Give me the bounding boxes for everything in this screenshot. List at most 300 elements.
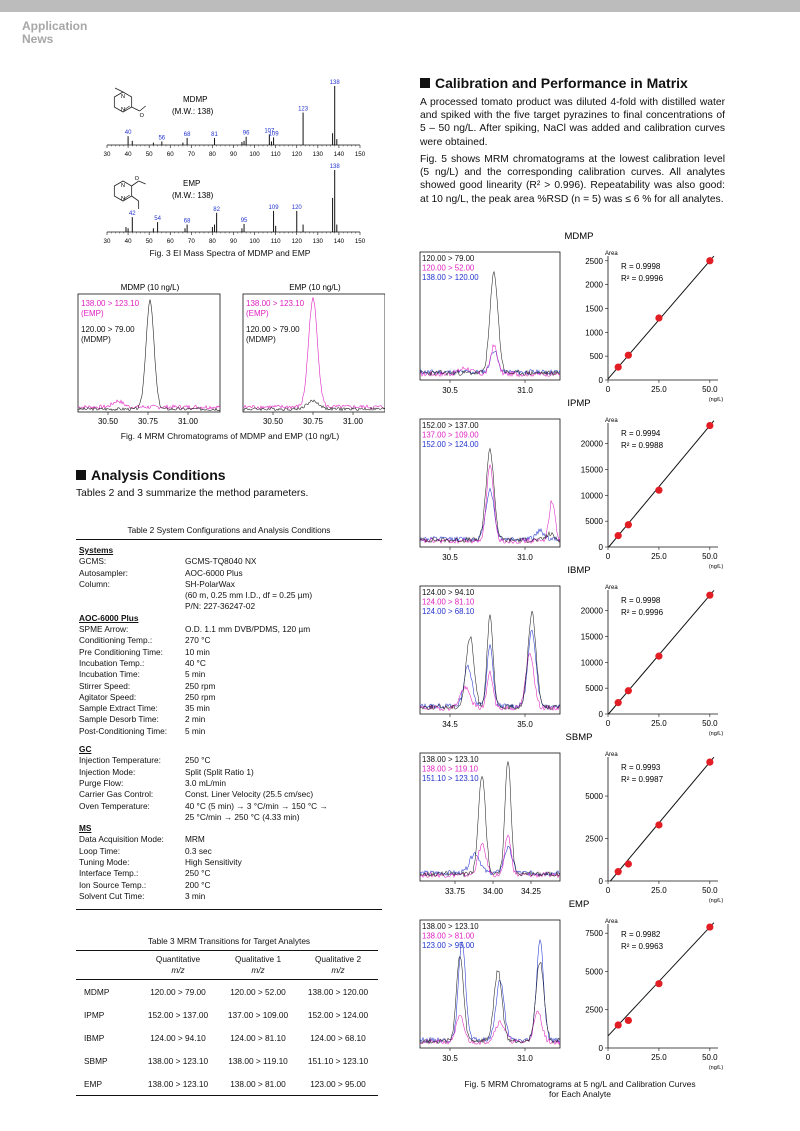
- header-unit: m/z: [331, 965, 345, 975]
- chromatogram: [420, 920, 560, 1063]
- black-trace-label: 120.00 > 79.00: [246, 325, 300, 334]
- transition-value: 152.00 > 124.00: [307, 1009, 369, 1020]
- analyte-name: IBMP: [567, 565, 591, 576]
- axis-tick-label: 10000: [580, 491, 603, 501]
- analyte-name: EMP: [568, 899, 590, 910]
- param-value: 40 °C: [185, 657, 206, 668]
- transition-value: 152.00 > 137.00: [147, 1009, 209, 1020]
- header-label: Quantitative: [155, 954, 201, 964]
- table-row: [79, 891, 328, 902]
- peak-label: 81: [211, 131, 218, 138]
- svg-text:N: N: [121, 183, 125, 189]
- param-value: MRM: [185, 834, 205, 845]
- calibration-point: [625, 521, 632, 528]
- table-row: [79, 601, 328, 612]
- emp-spectrum: [104, 164, 366, 245]
- axis-tick-label: 20000: [580, 606, 603, 616]
- mrm-chromatograms-mdmp-emp: [75, 280, 385, 430]
- axis-tick-label: 140: [333, 151, 345, 158]
- table-row: [79, 703, 328, 714]
- table-row: [79, 681, 328, 692]
- axis-tick-label: 0: [598, 543, 603, 552]
- peak-label: 68: [183, 131, 191, 138]
- analyte-name: IPMP: [84, 1009, 105, 1020]
- mrm-transitions-table: [76, 951, 378, 1095]
- param-value: 40 °C (5 min) → 3 °C/min → 150 °C →: [185, 800, 328, 811]
- transition-value: 138.00 > 81.00: [230, 1078, 286, 1089]
- param-value: 5 min: [185, 725, 206, 736]
- axis-tick-label: 25.0: [651, 886, 667, 895]
- analyte-panel-emp: [420, 899, 723, 1071]
- trace-label: 120.00 > 52.00: [422, 263, 475, 273]
- axis-tick-label: 80: [208, 238, 216, 245]
- regression-line: [608, 923, 714, 1036]
- calibration-point: [706, 758, 713, 765]
- black-trace-label: 120.00 > 79.00: [81, 325, 135, 334]
- param-label: Loop Time:: [79, 845, 121, 856]
- axis-tick-label: 31.00: [177, 417, 199, 426]
- calibration-point: [655, 314, 662, 321]
- param-label: Oven Temperature:: [79, 800, 150, 811]
- analysis-intro: Tables 2 and 3 summarize the method parameters.: [76, 488, 309, 499]
- peak-label: 138: [329, 164, 340, 170]
- table-row: [79, 568, 328, 579]
- calibration-point: [615, 1021, 622, 1028]
- analyte-name: SBMP: [84, 1055, 108, 1066]
- axis-tick-label: 5000: [585, 792, 603, 802]
- calibration-point: [655, 821, 662, 828]
- axis-tick-label: 34.5: [442, 720, 458, 729]
- peak-label: 120: [291, 204, 302, 211]
- pink-trace: [78, 400, 220, 409]
- transition-value: 137.00 > 109.00: [227, 1009, 289, 1020]
- calibration-point: [625, 1017, 632, 1024]
- trace-qual2: [420, 940, 560, 1043]
- unit-label: (ng/L): [708, 731, 724, 737]
- analyte-name: MDMP: [84, 986, 110, 997]
- calibration-point: [655, 487, 662, 494]
- axis-tick-label: 110: [270, 238, 281, 245]
- table-row: [79, 624, 328, 635]
- table-row: [79, 812, 328, 823]
- axis-tick-label: 70: [187, 151, 195, 158]
- axis-tick-label: 7500: [585, 929, 603, 939]
- r2-value: R² = 0.9988: [621, 441, 664, 450]
- table-row: [76, 1003, 378, 1026]
- transition-value: 120.00 > 52.00: [230, 986, 286, 997]
- pyrazine-structure-icon: [114, 176, 145, 209]
- peak-label: 40: [124, 130, 132, 137]
- section-heading: GC: [79, 744, 92, 755]
- calibration-point: [706, 592, 713, 599]
- param-label: GCMS:: [79, 556, 107, 567]
- trace-label: 124.00 > 68.10: [422, 607, 475, 616]
- axis-tick-label: 30: [103, 238, 111, 245]
- param-value: GCMS-TQ8040 NX: [185, 556, 257, 567]
- svg-text:O: O: [134, 176, 139, 182]
- mdmp-spectrum: [104, 80, 366, 158]
- trace-qual1: [420, 345, 560, 377]
- axis-tick-label: 0: [598, 1044, 603, 1053]
- calibration-curve: [581, 418, 724, 570]
- param-label: Pre Conditioning Time:: [79, 646, 163, 657]
- trace-qual1: [420, 465, 560, 544]
- axis-tick-label: 30.75: [137, 417, 159, 426]
- axis-tick-label: 120: [291, 151, 302, 158]
- axis-tick-label: 30.50: [262, 417, 284, 426]
- table-row: [79, 714, 328, 725]
- param-label: Solvent Cut Time:: [79, 890, 145, 901]
- param-value: SH-PolarWax: [185, 578, 235, 589]
- axis-tick-label: 150: [354, 151, 366, 158]
- table-row: [79, 755, 328, 766]
- table-row: [79, 823, 328, 834]
- axis-tick-label: 15000: [580, 632, 603, 642]
- param-value: 270 °C: [185, 635, 211, 646]
- trace-label: 120.00 > 79.00: [422, 254, 475, 263]
- trace-qual2: [420, 846, 560, 875]
- calibration-point: [625, 860, 632, 867]
- area-axis-label: Area: [605, 418, 618, 424]
- param-value: 200 °C: [185, 879, 211, 890]
- table-row: [79, 647, 328, 658]
- axis-tick-label: 70: [187, 238, 195, 245]
- param-label: Incubation Time:: [79, 669, 140, 680]
- table-row: [79, 556, 328, 567]
- area-axis-label: Area: [605, 919, 618, 925]
- trace-quant: [420, 956, 560, 1043]
- param-value: 250 °C: [185, 868, 211, 879]
- peak-label: 109: [268, 131, 279, 138]
- transition-value: 124.00 > 68.10: [310, 1032, 366, 1043]
- transition-value: 138.00 > 120.00: [307, 986, 369, 997]
- pink-trace-label: 138.00 > 123.10: [81, 299, 140, 308]
- transition-value: 138.00 > 123.10: [147, 1078, 209, 1089]
- calibration-curve: [581, 585, 724, 737]
- header-unit: m/z: [171, 965, 185, 975]
- calibration-point: [655, 980, 662, 987]
- area-axis-label: Area: [605, 251, 618, 257]
- param-value: 25 °C/min → 250 °C (4.33 min): [185, 811, 300, 822]
- table-row: [79, 868, 328, 879]
- axis-tick-label: 120: [291, 238, 302, 245]
- svg-text:O: O: [139, 113, 144, 119]
- param-label: Post-Conditioning Time:: [79, 725, 168, 736]
- svg-text:N: N: [121, 107, 125, 113]
- axis-tick-label: 33.75: [444, 887, 466, 896]
- table-row: [79, 846, 328, 857]
- param-value: 5 min: [185, 669, 206, 680]
- calibration-curve: [585, 251, 723, 403]
- param-label: [79, 601, 185, 612]
- axis-tick-label: 50: [145, 151, 153, 158]
- fig4-panel-mdmp: [78, 283, 220, 426]
- table-row: [79, 590, 328, 601]
- system-config-table: [79, 545, 328, 902]
- r-value: R = 0.9998: [621, 262, 661, 271]
- unit-label: (ng/L): [708, 564, 724, 570]
- transition-value: 120.00 > 79.00: [150, 986, 206, 997]
- axis-tick-label: 0: [605, 552, 611, 561]
- axis-tick-label: 5000: [585, 967, 603, 977]
- trace-label: 123.00 > 95.00: [422, 941, 475, 950]
- transition-value: 124.00 > 81.10: [230, 1032, 286, 1043]
- axis-tick-label: 0: [605, 886, 611, 895]
- table-row: [79, 767, 328, 778]
- trace-label: 124.00 > 81.10: [422, 597, 475, 607]
- axis-tick-label: 31.00: [342, 417, 364, 426]
- header-label: Qualitative 2: [314, 954, 362, 964]
- ei-mass-spectra: [95, 78, 380, 268]
- table-row: [79, 545, 328, 556]
- axis-tick-label: 0: [605, 1053, 611, 1062]
- regression-line: [609, 421, 714, 547]
- axis-tick-label: 31.0: [517, 1054, 533, 1063]
- section-heading: AOC-6000 Plus: [79, 612, 139, 623]
- table-row: [79, 737, 328, 744]
- axis-tick-label: 0: [605, 385, 611, 394]
- calibration-paragraph-1: A processed tomato product was diluted 4-fold with distilled water and spiked with the five target pyrazines to final concentrations of 5 – 50 ng/L. After spiking, NaCl was added and calibration curves were obtained.: [420, 97, 725, 148]
- analyte-name: EMP: [84, 1078, 102, 1089]
- param-label: Ion Source Temp.:: [79, 879, 147, 890]
- param-value: 35 min: [185, 703, 210, 714]
- axis-tick-label: 90: [230, 151, 237, 158]
- axis-tick-label: 50.0: [702, 886, 718, 895]
- peak-label: 82: [213, 206, 220, 213]
- axis-tick-label: 1000: [585, 328, 603, 338]
- axis-tick-label: 31.0: [517, 386, 533, 395]
- section-heading: Systems: [79, 545, 114, 555]
- param-value: 250 °C: [185, 755, 211, 766]
- param-value: 250 rpm: [185, 680, 216, 691]
- column-header: [138, 951, 218, 980]
- param-label: Stirrer Speed:: [79, 680, 131, 691]
- axis-tick-label: 0: [598, 710, 603, 719]
- fig5-caption: Fig. 5 MRM Chromatograms at 5 ng/L and Calibration Curves for Each Analyte: [464, 1079, 696, 1099]
- axis-tick-label: 50.0: [702, 385, 718, 394]
- spacer: [79, 737, 328, 744]
- axis-tick-label: 100: [249, 238, 260, 245]
- trace-label: 137.00 > 109.00: [422, 430, 479, 440]
- param-value: 0.3 sec: [185, 845, 212, 856]
- param-value: 3 min: [185, 890, 206, 901]
- trace-label: 138.00 > 123.10: [422, 755, 479, 764]
- svg-text:N: N: [121, 196, 125, 202]
- table-row: [76, 1072, 378, 1095]
- axis-tick-label: 50: [145, 238, 153, 245]
- unit-label: (ng/L): [708, 898, 724, 904]
- axis-tick-label: 34.00: [482, 887, 504, 896]
- calibration-point: [655, 653, 662, 660]
- table-row: [79, 635, 328, 646]
- chromatogram: [420, 586, 560, 729]
- param-value: 10 min: [185, 646, 210, 657]
- table2-caption: Table 2 System Configurations and Analysis Conditions: [127, 525, 331, 535]
- chromatogram: [420, 753, 560, 896]
- param-value: Split (Split Ratio 1): [185, 766, 254, 777]
- fig4-panel-emp: [243, 283, 385, 426]
- r2-value: R² = 0.9996: [621, 608, 664, 617]
- param-label: Column:: [79, 578, 110, 589]
- table-row: [79, 857, 328, 868]
- table-row: [79, 613, 328, 624]
- param-value: 250 rpm: [185, 691, 216, 702]
- trace-label: 151.10 > 123.10: [422, 774, 479, 783]
- axis-tick-label: 34.25: [520, 887, 542, 896]
- table-row: [76, 1049, 378, 1072]
- peak-label: 123: [298, 106, 309, 113]
- table3-caption: Table 3 MRM Transitions for Target Analytes: [147, 936, 311, 946]
- trace-qual2: [420, 630, 560, 708]
- chromatogram: [420, 419, 560, 562]
- peak-label: 96: [242, 130, 250, 137]
- table-row: [79, 834, 328, 845]
- table-row: [79, 789, 328, 800]
- axis-tick-label: 20000: [580, 439, 603, 449]
- r2-value: R² = 0.9987: [621, 775, 664, 784]
- axis-tick-label: 140: [333, 238, 345, 245]
- axis-tick-label: 0: [598, 877, 603, 886]
- area-axis-label: Area: [605, 585, 618, 591]
- mrm-calibration-figure: [415, 226, 735, 1076]
- area-axis-label: Area: [605, 752, 618, 758]
- r2-value: R² = 0.9963: [621, 942, 664, 951]
- param-label: SPME Arrow:: [79, 624, 129, 635]
- table-row: [79, 880, 328, 891]
- brand-label: [22, 20, 87, 46]
- axis-tick-label: 50.0: [702, 719, 718, 728]
- axis-tick-label: 90: [230, 238, 237, 245]
- trace-quant: [420, 611, 560, 709]
- calibration-curve: [585, 752, 723, 904]
- analyte-panel-mdmp: [420, 231, 723, 403]
- analyte-panel-ibmp: [420, 565, 723, 737]
- axis-tick-label: 35.0: [517, 720, 533, 729]
- param-label: Agitator Speed:: [79, 691, 137, 702]
- axis-tick-label: 80: [208, 151, 216, 158]
- analyte-panel-ipmp: [420, 398, 723, 570]
- param-label: Data Acquisition Mode:: [79, 834, 164, 845]
- table-row: [79, 579, 328, 590]
- analysis-heading-text: Analysis Conditions: [91, 467, 226, 483]
- axis-tick-label: 25.0: [651, 719, 667, 728]
- axis-tick-label: 0: [598, 376, 603, 385]
- r-value: R = 0.9998: [621, 596, 661, 605]
- calibration-point: [615, 868, 622, 875]
- peak-label: 54: [154, 216, 161, 223]
- param-label: [79, 812, 185, 823]
- axis-tick-label: 40: [124, 238, 132, 245]
- calibration-point: [706, 923, 713, 930]
- transition-value: 151.10 > 123.10: [307, 1055, 369, 1066]
- pyrazine-structure-icon: [114, 88, 145, 119]
- axis-tick-label: 40: [124, 151, 132, 158]
- axis-tick-label: 25.0: [651, 552, 667, 561]
- emp-name: EMP: [183, 179, 201, 188]
- table-header-row: [76, 951, 378, 980]
- column-header: [76, 951, 138, 980]
- table-row: [76, 1026, 378, 1049]
- axis-tick-label: 30.5: [442, 1054, 458, 1063]
- analysis-heading: [76, 467, 226, 483]
- param-value: P/N: 227-36247-02: [185, 601, 256, 612]
- axis-tick-label: 2500: [585, 256, 603, 266]
- calibration-paragraph-2: Fig. 5 shows MRM chromatograms at the lowest calibration level (5 ng/L) and the corresponding calibration curves. All analytes showed good linearity (R² > 0.996). Repeatability was also good: at 10 ng/L, the peak area %RSD (n = 5) was ≤ 6 % for all analytes.: [420, 154, 725, 205]
- trace-label: 152.00 > 124.00: [422, 440, 479, 449]
- peak-label: 138: [329, 80, 340, 86]
- r-value: R = 0.9993: [621, 763, 661, 772]
- peak-label: 107: [264, 128, 275, 135]
- square-bullet-icon: [76, 470, 86, 480]
- param-label: Injection Mode:: [79, 766, 136, 777]
- axis-tick-label: 30: [103, 151, 111, 158]
- trace-qual2: [420, 488, 560, 541]
- panel-title: EMP (10 ng/L): [289, 283, 341, 292]
- calibration-point: [625, 687, 632, 694]
- axis-tick-label: 5000: [585, 517, 603, 527]
- transition-value: 123.00 > 95.00: [310, 1078, 366, 1089]
- param-label: Purge Flow:: [79, 777, 124, 788]
- param-value: High Sensitivity: [185, 857, 242, 868]
- axis-tick-label: 10000: [580, 658, 603, 668]
- analyte-name: MDMP: [564, 231, 594, 242]
- axis-tick-label: 31.0: [517, 553, 533, 562]
- brand-line: News: [22, 32, 54, 46]
- param-label: Tuning Mode:: [79, 857, 130, 868]
- trace-label: 138.00 > 119.10: [422, 764, 479, 774]
- param-label: Carrier Gas Control:: [79, 789, 154, 800]
- table2: [79, 545, 328, 902]
- svg-text:N: N: [121, 94, 125, 100]
- axis-tick-label: 50.0: [702, 1053, 718, 1062]
- param-label: Sample Desorb Time:: [79, 714, 159, 725]
- chromatogram: [420, 252, 560, 395]
- r-value: R = 0.9982: [621, 930, 661, 939]
- panel-title: MDMP (10 ng/L): [120, 283, 180, 292]
- axis-tick-label: 130: [312, 238, 323, 245]
- analyte-name: IPMP: [567, 398, 591, 409]
- axis-tick-label: 110: [270, 151, 281, 158]
- pink-trace-label: (EMP): [246, 309, 269, 318]
- fig3-caption: Fig. 3 EI Mass Spectra of MDMP and EMP: [149, 248, 311, 258]
- table-row: [79, 658, 328, 669]
- header-unit: m/z: [251, 965, 265, 975]
- axis-tick-label: 500: [589, 352, 603, 362]
- section-heading: MS: [79, 823, 92, 834]
- calibration-point: [615, 532, 622, 539]
- peak-label: 95: [240, 217, 248, 224]
- axis-tick-label: 30.75: [302, 417, 324, 426]
- analyte-name: SBMP: [565, 732, 593, 743]
- param-label: Interface Temp.:: [79, 868, 139, 879]
- axis-tick-label: 5000: [585, 684, 603, 694]
- calibration-point: [706, 257, 713, 264]
- param-value: 2 min: [185, 714, 206, 725]
- axis-tick-label: 1500: [585, 304, 603, 314]
- param-label: Injection Temperature:: [79, 755, 161, 766]
- calibration-curve: [585, 919, 723, 1071]
- header-bar: [0, 0, 800, 12]
- axis-tick-label: 30.5: [442, 386, 458, 395]
- axis-tick-label: 2000: [585, 280, 603, 290]
- table-row: [79, 744, 328, 755]
- param-value: Const. Liner Velocity (25.5 cm/sec): [185, 789, 314, 800]
- calibration-point: [615, 699, 622, 706]
- r-value: R = 0.9994: [621, 429, 661, 438]
- axis-tick-label: 150: [354, 238, 366, 245]
- param-value: 3.0 mL/min: [185, 777, 227, 788]
- peak-label: 56: [158, 135, 166, 142]
